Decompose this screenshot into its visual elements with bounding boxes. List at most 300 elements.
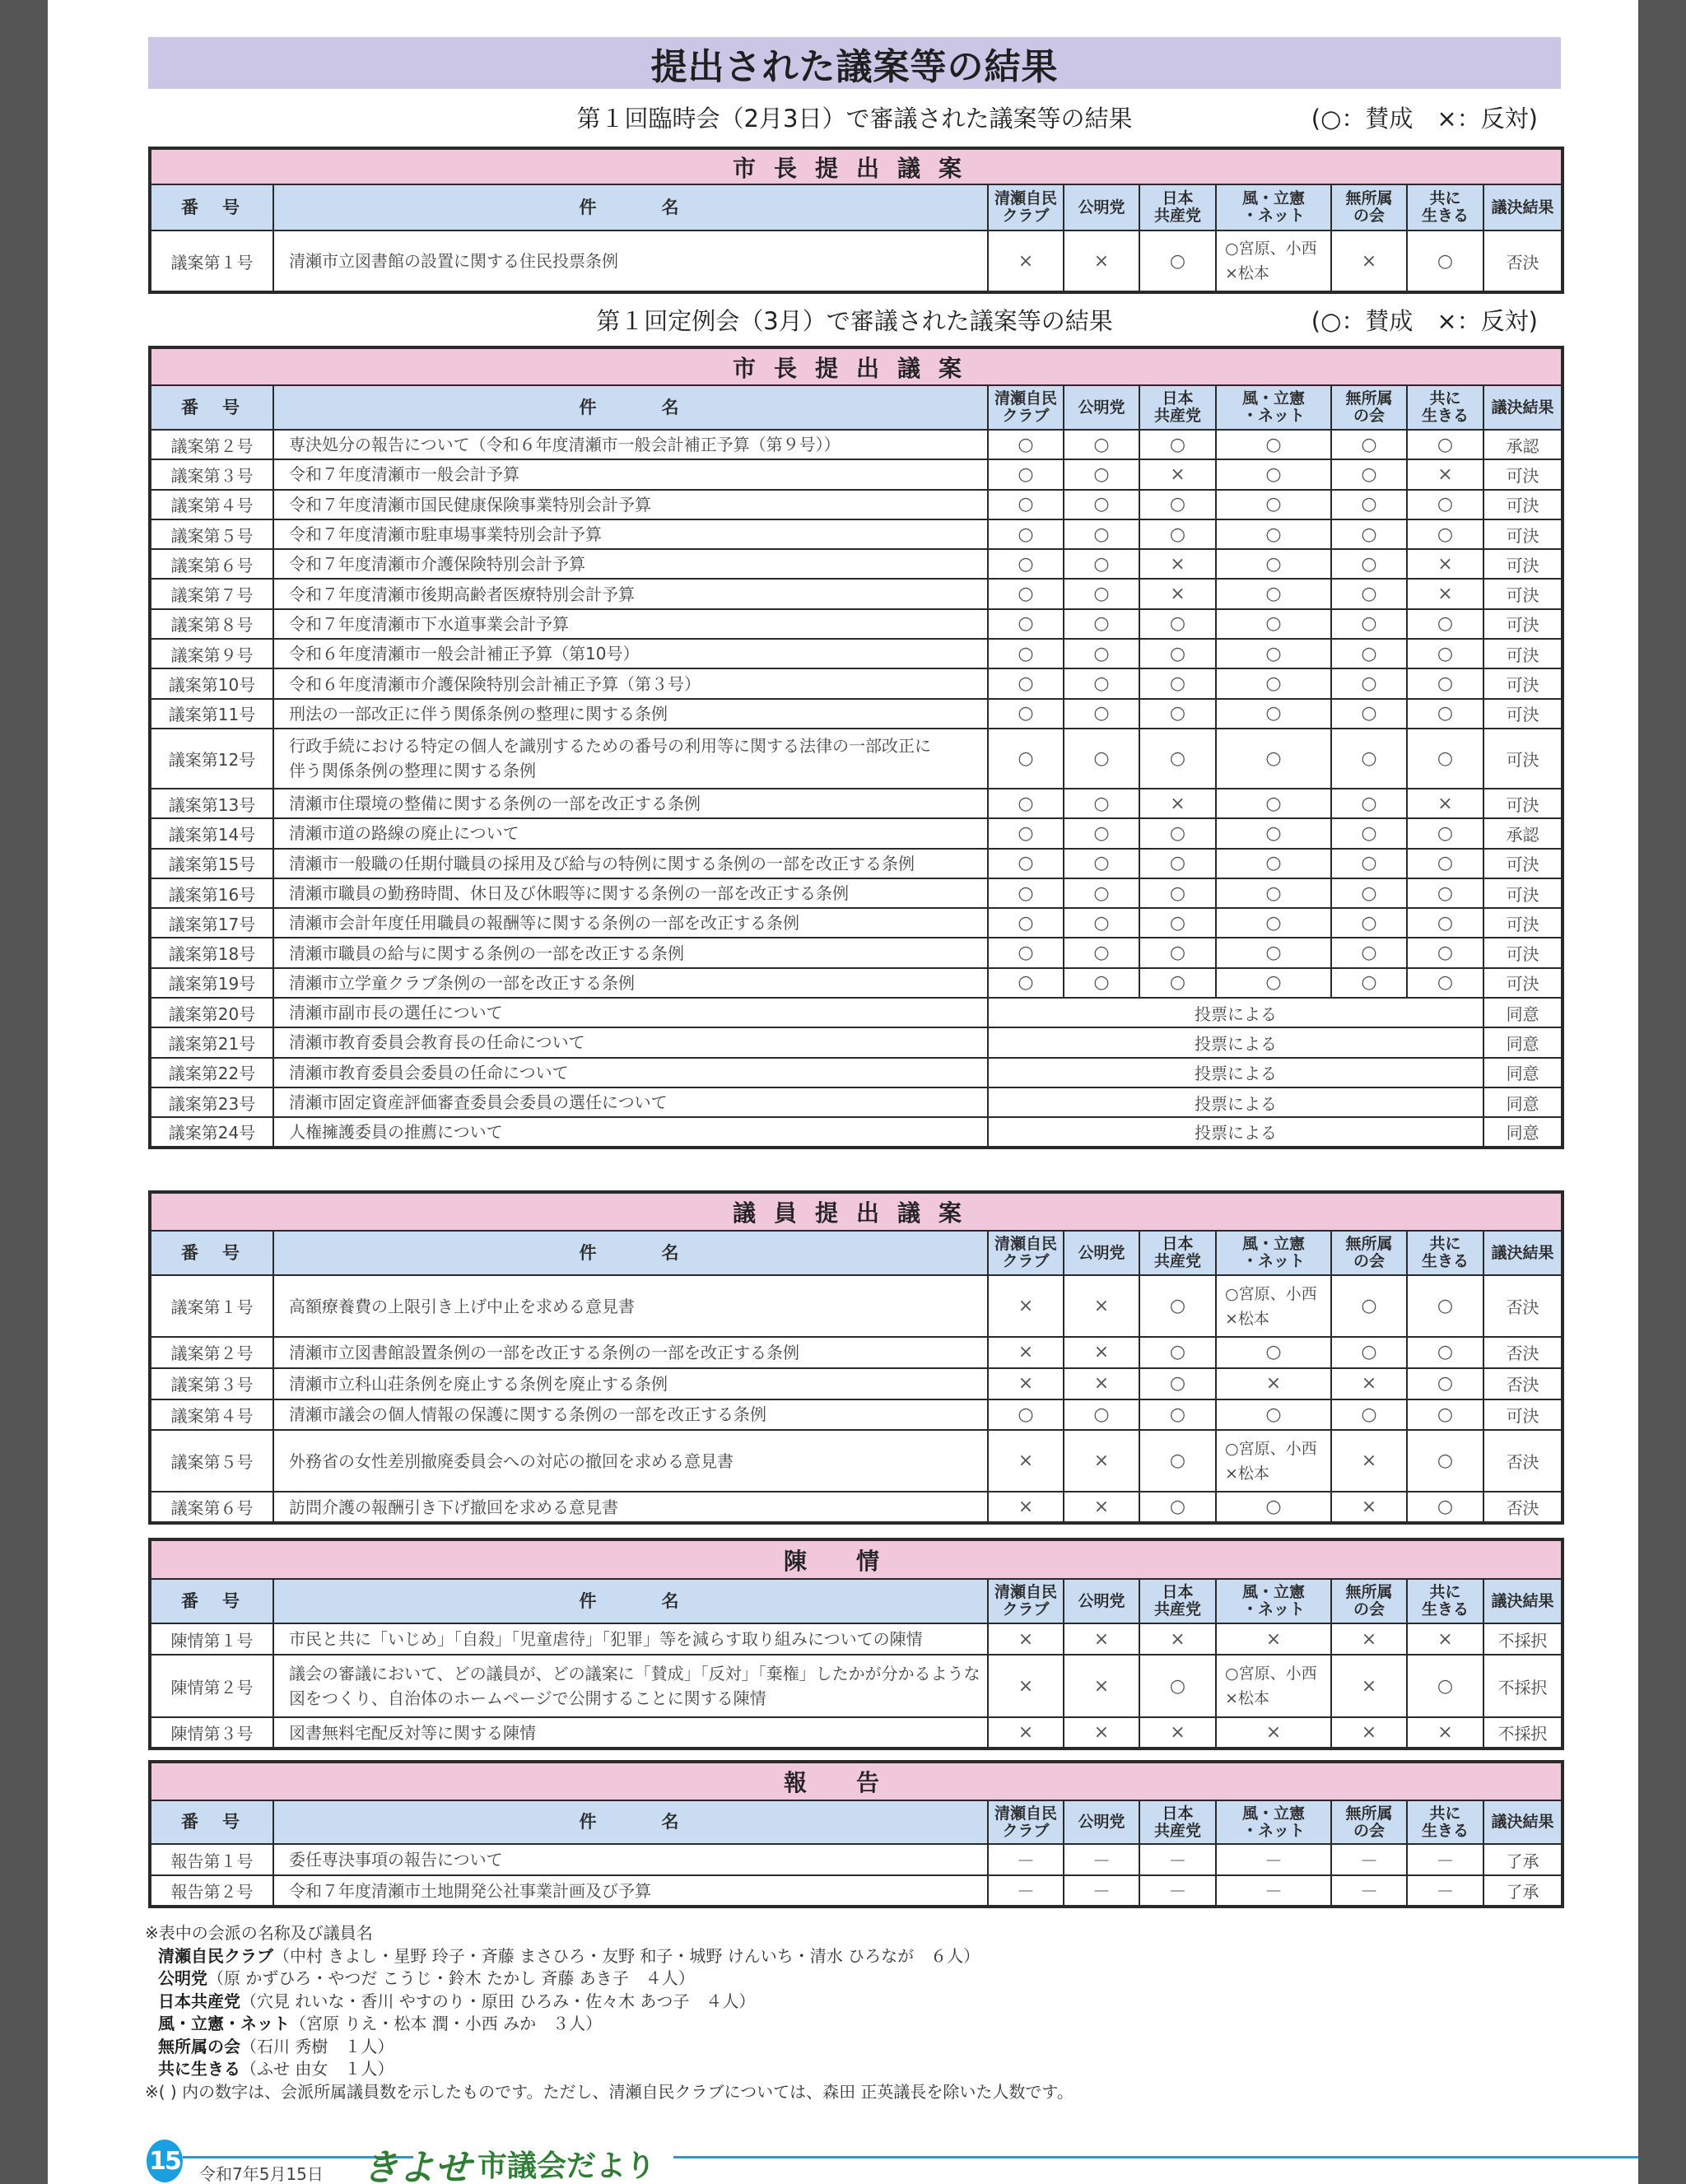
vote-mark: ○: [1064, 549, 1139, 579]
page: [48, 0, 1638, 2184]
vote-split: ○宮原、小西 ×松本: [1216, 231, 1331, 292]
vote-mark: ○: [1331, 938, 1407, 967]
row-result: 否決: [1483, 231, 1563, 292]
vote-mark: ○: [1064, 699, 1139, 729]
vote-mark: ○: [1216, 818, 1331, 848]
vote-mark: ○: [1407, 231, 1483, 292]
column-header-result: 議決結果: [1483, 184, 1563, 231]
row-title: 清瀬市立図書館の設置に関する住民投票条例: [273, 231, 988, 292]
table-row: [150, 998, 1563, 1027]
vote-mark: ○: [1216, 519, 1331, 549]
vote-mark: ×: [988, 1275, 1064, 1337]
vote-split: ○宮原、小西 ×松本: [1216, 1655, 1331, 1717]
row-title: 清瀬市職員の給与に関する条例の一部を改正する条例: [273, 938, 988, 967]
vote-mark: ○: [988, 490, 1064, 519]
column-header-party: 無所属 の会: [1331, 1579, 1407, 1623]
row-title: 清瀬市教育委員会教育長の任命について: [273, 1027, 988, 1057]
vote-mark: ○: [988, 430, 1064, 459]
row-number: 議案第20号: [150, 998, 273, 1027]
vote-mark: ○: [1407, 849, 1483, 878]
row-number: 議案第18号: [150, 938, 273, 967]
table-row: [150, 1087, 1563, 1117]
vote-mark: ○: [1064, 849, 1139, 878]
results-table: [148, 1538, 1564, 1750]
vote-mark: ○: [1139, 519, 1216, 549]
party-name: 日本共産党: [158, 1991, 240, 2011]
column-header-result: 議決結果: [1483, 1231, 1563, 1275]
vote-note: 投票による: [988, 1058, 1483, 1087]
vote-mark: ×: [988, 1623, 1064, 1655]
vote-mark: ×: [1407, 579, 1483, 608]
vote-mark: ○: [988, 878, 1064, 908]
row-number: 議案第12号: [150, 729, 273, 789]
vote-mark: ○: [1064, 878, 1139, 908]
vote-mark: ×: [1064, 1337, 1139, 1368]
vote-mark: ○: [1407, 729, 1483, 789]
row-result: 可決: [1483, 609, 1563, 639]
vote-mark: ○: [1139, 639, 1216, 668]
row-number: 議案第15号: [150, 849, 273, 878]
table-row: [150, 519, 1563, 549]
row-result: 否決: [1483, 1430, 1563, 1492]
vote-mark: －: [1064, 1875, 1139, 1907]
column-header-party: 日本 共産党: [1139, 184, 1216, 231]
vote-mark: ×: [1139, 579, 1216, 608]
vote-mark: ○: [1064, 430, 1139, 459]
row-title: 委任専決事項の報告について: [273, 1844, 988, 1875]
vote-mark: ○: [988, 968, 1064, 998]
vote-mark: ×: [1139, 459, 1216, 489]
column-header-party: 共に 生きる: [1407, 385, 1483, 430]
vote-mark: ○: [1139, 430, 1216, 459]
vote-mark: ○: [1407, 968, 1483, 998]
vote-mark: ○: [988, 459, 1064, 489]
table-caption-row: [150, 347, 1563, 385]
vote-mark: ○: [1216, 878, 1331, 908]
session2-heading-row: [148, 300, 1561, 336]
vote-mark: ×: [988, 231, 1064, 292]
row-number: 議案第３号: [150, 459, 273, 489]
vote-mark: ×: [1139, 1717, 1216, 1749]
vote-mark: ×: [1139, 549, 1216, 579]
vote-mark: ○: [1331, 818, 1407, 848]
vote-mark: ○: [1331, 1337, 1407, 1368]
row-title: 清瀬市立学童クラブ条例の一部を改正する条例: [273, 968, 988, 998]
row-number: 陳情第３号: [150, 1717, 273, 1749]
vote-mark: ○: [1064, 729, 1139, 789]
vote-mark: ○: [1331, 849, 1407, 878]
table-row: [150, 729, 1563, 789]
row-number: 議案第２号: [150, 430, 273, 459]
vote-mark: ○: [988, 519, 1064, 549]
vote-mark: ○: [1407, 699, 1483, 729]
vote-mark: ○: [988, 818, 1064, 848]
vote-mark: ○: [1216, 668, 1331, 698]
table-caption-row: [150, 1539, 1563, 1579]
vote-mark: ○: [1407, 1430, 1483, 1492]
column-header-number: 番 号: [150, 1231, 273, 1275]
vote-mark: ×: [1407, 1623, 1483, 1655]
row-result: 可決: [1483, 668, 1563, 698]
vote-mark: ○: [1216, 430, 1331, 459]
column-header-name: 件 名: [273, 184, 988, 231]
vote-mark: ○: [1407, 938, 1483, 967]
party-name: 無所属の会: [158, 2036, 240, 2056]
vote-mark: ○: [1216, 968, 1331, 998]
vote-mark: ×: [988, 1492, 1064, 1523]
vote-mark: ○: [988, 938, 1064, 967]
row-title: 令和７年度清瀬市駐車場事業特別会計予算: [273, 519, 988, 549]
row-title: 令和７年度清瀬市一般会計予算: [273, 459, 988, 489]
row-result: 可決: [1483, 490, 1563, 519]
page-title-bar: [148, 37, 1561, 89]
vote-mark: ×: [1064, 1275, 1139, 1337]
column-header-number: 番 号: [150, 1579, 273, 1623]
column-header-party: 公明党: [1064, 184, 1139, 231]
vote-mark: ○: [1407, 490, 1483, 519]
vote-legend: (○：賛成 ×：反対): [1311, 105, 1538, 133]
row-title: 市民と共に「いじめ」「自殺」「児童虐待」「犯罪」等を減らす取り組みについての陳情: [273, 1623, 988, 1655]
party-members: （穴見 れいな・香川 やすのり・原田 ひろみ・佐々木 あつ子 ４人）: [240, 1991, 756, 2011]
row-title: 清瀬市立科山荘条例を廃止する条例を廃止する条例: [273, 1368, 988, 1399]
row-number: 議案第５号: [150, 519, 273, 549]
row-title: 刑法の一部改正に伴う関係条例の整理に関する条例: [273, 699, 988, 729]
notes-intro: ※表中の会派の名称及び議員名: [145, 1923, 373, 1943]
column-header-party: 無所属 の会: [1331, 184, 1407, 231]
column-header-party: 風・立憲 ・ネット: [1216, 1231, 1331, 1275]
vote-mark: ×: [1407, 549, 1483, 579]
vote-mark: ○: [1216, 699, 1331, 729]
vote-mark: ○: [988, 789, 1064, 818]
vote-mark: ○: [988, 609, 1064, 639]
row-title: 外務省の女性差別撤廃委員会への対応の撤回を求める意見書: [273, 1430, 988, 1492]
vote-mark: ○: [1139, 1337, 1216, 1368]
column-header-party: 無所属 の会: [1331, 385, 1407, 430]
row-title: 清瀬市立図書館設置条例の一部を改正する条例の一部を改正する条例: [273, 1337, 988, 1368]
row-result: 否決: [1483, 1337, 1563, 1368]
logo-gikai-dayori: 市議会だより: [477, 2149, 656, 2183]
table-row: [150, 639, 1563, 668]
column-header-result: 議決結果: [1483, 1800, 1563, 1844]
vote-mark: ×: [1407, 459, 1483, 489]
vote-mark: ○: [1139, 968, 1216, 998]
vote-mark: ○: [1064, 789, 1139, 818]
vote-mark: ○: [1216, 1337, 1331, 1368]
row-number: 議案第６号: [150, 1492, 273, 1523]
vote-mark: ○: [1331, 459, 1407, 489]
vote-mark: ○: [988, 579, 1064, 608]
column-header-party: 日本 共産党: [1139, 1231, 1216, 1275]
vote-mark: ○: [1407, 1492, 1483, 1523]
row-result: 不採択: [1483, 1655, 1563, 1717]
vote-mark: ×: [1064, 1623, 1139, 1655]
row-number: 議案第４号: [150, 1399, 273, 1431]
row-title: 令和７年度清瀬市下水道事業会計予算: [273, 609, 988, 639]
column-header-party: 風・立憲 ・ネット: [1216, 385, 1331, 430]
row-title: 清瀬市一般職の任期付職員の採用及び給与の特例に関する条例の一部を改正する条例: [273, 849, 988, 878]
column-header-party: 日本 共産党: [1139, 1579, 1216, 1623]
table-row: [150, 1399, 1563, 1431]
table-row: [150, 430, 1563, 459]
vote-mark: ×: [1331, 1623, 1407, 1655]
vote-mark: ○: [1216, 1399, 1331, 1431]
table-row: [150, 1655, 1563, 1717]
vote-mark: ○: [1064, 908, 1139, 938]
row-title: 訪問介護の報酬引き下げ撤回を求める意見書: [273, 1492, 988, 1523]
table-caption-row: [150, 148, 1563, 184]
table-row: [150, 579, 1563, 608]
vote-mark: －: [1064, 1844, 1139, 1875]
vote-mark: ×: [1139, 789, 1216, 818]
table-row: [150, 1844, 1563, 1875]
row-title: 高額療養費の上限引き上げ中止を求める意見書: [273, 1275, 988, 1337]
table-header-row: [150, 385, 1563, 430]
row-title: 人権擁護委員の推薦について: [273, 1117, 988, 1147]
table-header-row: [150, 1579, 1563, 1623]
column-header-party: 無所属 の会: [1331, 1800, 1407, 1844]
party-notes: [145, 1922, 1074, 2103]
vote-mark: ○: [1331, 609, 1407, 639]
vote-mark: ×: [1331, 1368, 1407, 1399]
vote-mark: ○: [1139, 699, 1216, 729]
row-result: 了承: [1483, 1875, 1563, 1907]
results-table: [148, 346, 1564, 1149]
vote-mark: ○: [1139, 609, 1216, 639]
vote-mark: ○: [1407, 1655, 1483, 1717]
column-header-party: 公明党: [1064, 385, 1139, 430]
vote-mark: －: [1139, 1875, 1216, 1907]
column-header-name: 件 名: [273, 1800, 988, 1844]
notes-footnote: ※( ) 内の数字は、会派所属議員数を示したものです。ただし、清瀬自民クラブについては、森田 正英議長を除いた人数です。: [145, 2081, 1074, 2102]
row-title: 令和７年度清瀬市国民健康保険事業特別会計予算: [273, 490, 988, 519]
column-header-party: 風・立憲 ・ネット: [1216, 1579, 1331, 1623]
vote-mark: ○: [1216, 490, 1331, 519]
table-caption: 陳情: [150, 1539, 1563, 1579]
vote-mark: －: [1331, 1844, 1407, 1875]
row-result: 可決: [1483, 699, 1563, 729]
row-number: 議案第17号: [150, 908, 273, 938]
vote-mark: ○: [1139, 849, 1216, 878]
vote-mark: ○: [1407, 1399, 1483, 1431]
vote-mark: －: [1216, 1875, 1331, 1907]
party-list: [145, 1945, 1074, 2081]
vote-mark: ○: [1139, 1655, 1216, 1717]
row-result: 可決: [1483, 639, 1563, 668]
row-number: 議案第16号: [150, 878, 273, 908]
table-row: [150, 1027, 1563, 1057]
row-number: 議案第７号: [150, 579, 273, 608]
party-members: （中村 きよし・星野 玲子・斉藤 まさひろ・友野 和子・城野 けんいち・清水 ひろなが ６人）: [273, 1945, 980, 1966]
table-row: [150, 1717, 1563, 1749]
vote-mark: －: [1139, 1844, 1216, 1875]
row-number: 議案第21号: [150, 1027, 273, 1057]
row-number: 議案第９号: [150, 639, 273, 668]
vote-mark: ×: [1139, 1623, 1216, 1655]
vote-mark: ○: [1139, 938, 1216, 967]
row-number: 議案第４号: [150, 490, 273, 519]
vote-mark: ○: [1216, 579, 1331, 608]
table-header-row: [150, 184, 1563, 231]
row-title: 清瀬市職員の勤務時間、休日及び休暇等に関する条例の一部を改正する条例: [273, 878, 988, 908]
vote-mark: ○: [1216, 849, 1331, 878]
party-name: 清瀬自民クラブ: [158, 1945, 273, 1966]
vote-mark: ○: [1407, 1337, 1483, 1368]
row-result: 可決: [1483, 938, 1563, 967]
vote-mark: ○: [1216, 789, 1331, 818]
vote-mark: ○: [1139, 729, 1216, 789]
vote-mark: －: [1331, 1875, 1407, 1907]
table-header-row: [150, 1800, 1563, 1844]
party-name: 風・立憲・ネット: [158, 2014, 290, 2033]
table-row: [150, 231, 1563, 292]
vote-mark: ○: [1064, 1399, 1139, 1431]
row-number: 議案第22号: [150, 1058, 273, 1087]
column-header-result: 議決結果: [1483, 1579, 1563, 1623]
vote-mark: ○: [1331, 878, 1407, 908]
vote-mark: ○: [1331, 549, 1407, 579]
vote-mark: ○: [1064, 668, 1139, 698]
row-result: 不採択: [1483, 1623, 1563, 1655]
vote-mark: ×: [1331, 231, 1407, 292]
vote-mark: ×: [1331, 1655, 1407, 1717]
vote-mark: ×: [1064, 231, 1139, 292]
vote-mark: ×: [1216, 1368, 1331, 1399]
page-footer: [48, 2136, 1638, 2184]
vote-mark: ×: [1331, 1430, 1407, 1492]
vote-mark: ○: [1139, 1430, 1216, 1492]
vote-mark: ○: [1331, 968, 1407, 998]
row-number: 議案第５号: [150, 1430, 273, 1492]
column-header-party: 清瀬自民 クラブ: [988, 1800, 1064, 1844]
table-row: [150, 1117, 1563, 1147]
vote-mark: ○: [1064, 639, 1139, 668]
vote-mark: ×: [1407, 1717, 1483, 1749]
vote-mark: ○: [1331, 519, 1407, 549]
table-caption: 報告: [150, 1762, 1563, 1800]
row-result: 可決: [1483, 849, 1563, 878]
vote-note: 投票による: [988, 998, 1483, 1027]
vote-mark: －: [1216, 1844, 1331, 1875]
row-result: 可決: [1483, 519, 1563, 549]
row-title: 清瀬市住環境の整備に関する条例の一部を改正する条例: [273, 789, 988, 818]
party-line: [145, 2013, 1074, 2036]
row-number: 報告第１号: [150, 1844, 273, 1875]
party-name: 公明党: [158, 1968, 207, 1988]
vote-mark: ○: [1064, 818, 1139, 848]
table-row: [150, 549, 1563, 579]
vote-mark: ○: [988, 639, 1064, 668]
column-header-name: 件 名: [273, 385, 988, 430]
vote-mark: ○: [1064, 579, 1139, 608]
party-line: [145, 1945, 1074, 1968]
vote-mark: ○: [1064, 968, 1139, 998]
vote-mark: ○: [1064, 519, 1139, 549]
row-number: 陳情第２号: [150, 1655, 273, 1717]
vote-mark: ○: [1331, 1399, 1407, 1431]
vote-mark: ×: [1064, 1492, 1139, 1523]
vote-mark: ○: [1407, 639, 1483, 668]
vote-mark: －: [1407, 1844, 1483, 1875]
vote-mark: ○: [1216, 729, 1331, 789]
column-header-number: 番 号: [150, 385, 273, 430]
row-number: 議案第11号: [150, 699, 273, 729]
table-row: [150, 1492, 1563, 1523]
vote-mark: ○: [1139, 818, 1216, 848]
row-result: 否決: [1483, 1275, 1563, 1337]
table-row: [150, 459, 1563, 489]
column-header-party: 共に 生きる: [1407, 1579, 1483, 1623]
vote-mark: ○: [1216, 609, 1331, 639]
vote-mark: ○: [1139, 878, 1216, 908]
session1-heading-row: [148, 97, 1561, 133]
vote-mark: ○: [1139, 1399, 1216, 1431]
issue-date: 令和7年5月15日: [199, 2164, 324, 2184]
party-line: [145, 1991, 1074, 2014]
table-row: [150, 849, 1563, 878]
row-result: 了承: [1483, 1844, 1563, 1875]
vote-mark: ×: [1216, 1717, 1331, 1749]
vote-mark: ○: [1331, 1275, 1407, 1337]
vote-mark: ○: [1407, 430, 1483, 459]
row-title: 行政手続における特定の個人を識別するための番号の利用等に関する法律の一部改正に 伴う関係条例の整理に関する条例: [273, 729, 988, 789]
row-title: 令和６年度清瀬市介護保険特別会計補正予算（第３号）: [273, 668, 988, 698]
column-header-party: 清瀬自民 クラブ: [988, 184, 1064, 231]
column-header-number: 番 号: [150, 1800, 273, 1844]
vote-mark: ×: [1064, 1717, 1139, 1749]
vote-mark: ×: [988, 1655, 1064, 1717]
vote-mark: ○: [1216, 549, 1331, 579]
row-title: 清瀬市議会の個人情報の保護に関する条例の一部を改正する条例: [273, 1399, 988, 1431]
row-title: 清瀬市教育委員会委員の任命について: [273, 1058, 988, 1087]
vote-mark: ○: [1064, 938, 1139, 967]
vote-mark: ○: [1407, 818, 1483, 848]
vote-mark: ×: [1331, 1492, 1407, 1523]
vote-mark: ○: [988, 849, 1064, 878]
table-row: [150, 938, 1563, 967]
vote-mark: ×: [1331, 1717, 1407, 1749]
vote-mark: ○: [1331, 729, 1407, 789]
vote-mark: ○: [1064, 490, 1139, 519]
column-header-party: 日本 共産党: [1139, 385, 1216, 430]
table-row: [150, 668, 1563, 698]
table-row: [150, 609, 1563, 639]
table-caption-row: [150, 1762, 1563, 1800]
vote-mark: ○: [1407, 908, 1483, 938]
table-row: [150, 878, 1563, 908]
vote-mark: ○: [1331, 430, 1407, 459]
row-number: 議案第14号: [150, 818, 273, 848]
row-number: 議案第19号: [150, 968, 273, 998]
footer-rule: [673, 2156, 1638, 2158]
logo-kiyose: きよせ: [362, 2147, 471, 2184]
vote-mark: ○: [1331, 579, 1407, 608]
party-name: 共に生きる: [158, 2059, 240, 2079]
vote-mark: ○: [1216, 938, 1331, 967]
column-header-result: 議決結果: [1483, 385, 1563, 430]
vote-mark: ×: [1064, 1655, 1139, 1717]
vote-mark: －: [988, 1844, 1064, 1875]
page-number-badge: 15: [147, 2140, 183, 2182]
table-row: [150, 490, 1563, 519]
table-row: [150, 1430, 1563, 1492]
row-number: 議案第24号: [150, 1117, 273, 1147]
results-table: [148, 1760, 1564, 1908]
table-row: [150, 789, 1563, 818]
vote-mark: ○: [1216, 459, 1331, 489]
vote-mark: ○: [1331, 490, 1407, 519]
row-title: 清瀬市固定資産評価審査委員会委員の選任について: [273, 1087, 988, 1117]
row-result: 否決: [1483, 1368, 1563, 1399]
